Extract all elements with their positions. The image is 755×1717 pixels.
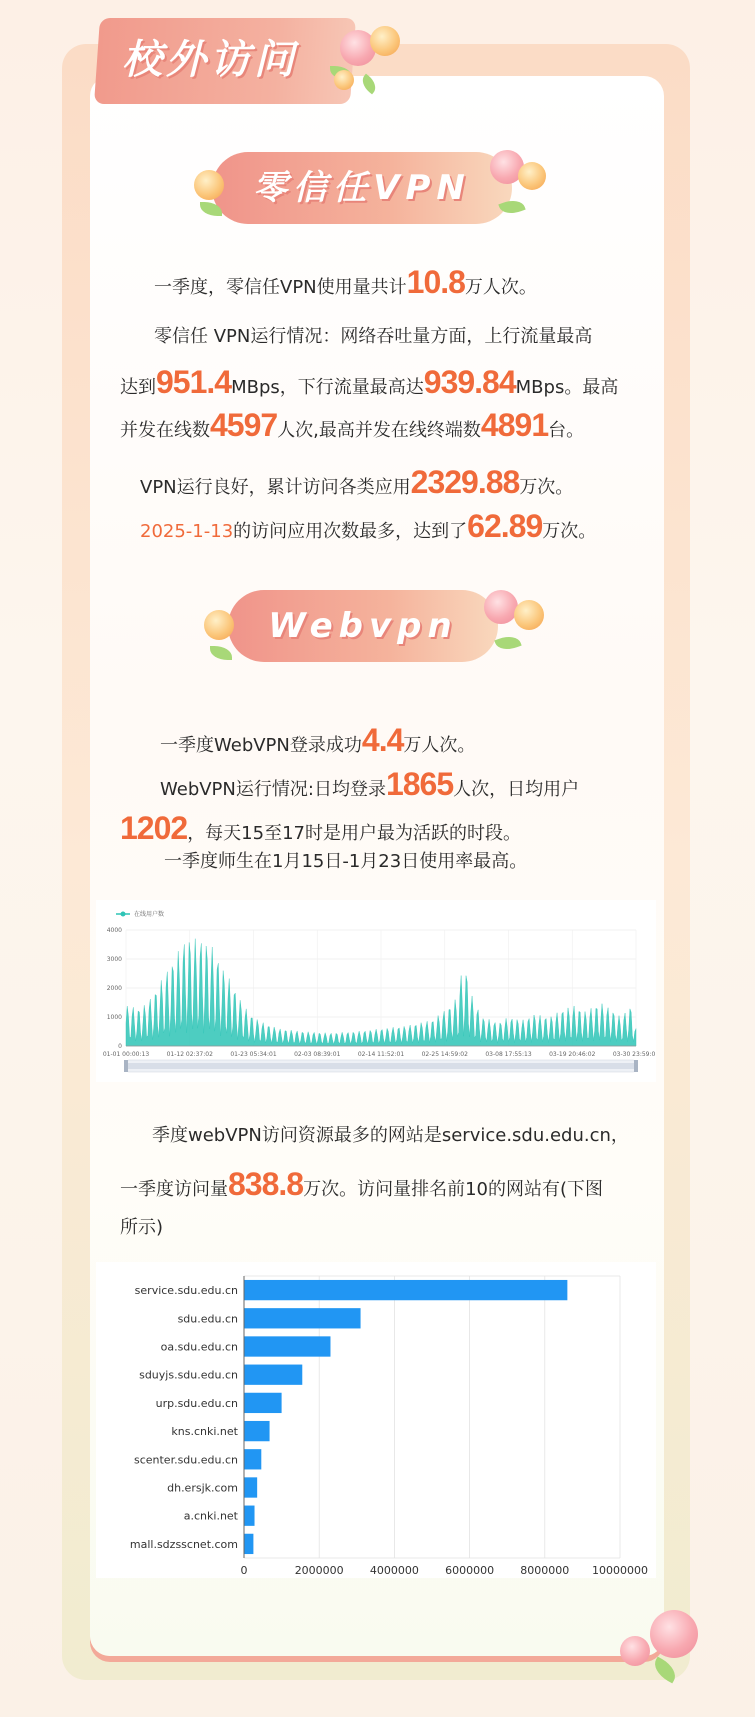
bar xyxy=(244,1449,261,1469)
page-title: 校外访问 xyxy=(122,37,298,83)
bar xyxy=(244,1280,567,1300)
online-users-chart xyxy=(96,900,656,1082)
y-tick-label: 4000 xyxy=(106,927,122,934)
x-tick-label: 03-30 23:59:01 xyxy=(612,1051,656,1058)
bar xyxy=(244,1308,361,1328)
concurrent-users-value: 4597 xyxy=(210,407,278,443)
x-tick-label: 02-14 11:52:01 xyxy=(357,1051,405,1058)
webvpn-users-line: 1202，每天15至17时是用户最为活跃的时段。 xyxy=(120,810,521,846)
top-visits-value: 838.8 xyxy=(228,1166,304,1202)
vpn-traffic-line: 达到951.4MBps，下行流量最高达939.84MBps。最高 xyxy=(120,364,619,400)
y-tick-label: 0 xyxy=(118,1043,122,1050)
zoom-slider-range xyxy=(126,1063,636,1069)
upstream-value: 951.4 xyxy=(156,364,232,400)
vpn-usage-value: 10.8 xyxy=(406,264,465,300)
vpn-concurrent-line: 并发在线数4597人次,最高并发在线终端数4891台。 xyxy=(120,407,585,443)
category-label: dh.ersjk.com xyxy=(167,1481,238,1495)
category-label: mall.sdzsscnet.com xyxy=(129,1537,238,1551)
y-tick-label: 2000 xyxy=(106,985,122,992)
category-label: a.cnki.net xyxy=(183,1509,238,1523)
zoom-slider xyxy=(124,1060,638,1072)
bar xyxy=(244,1534,253,1554)
x-tick-label: 01-12 02:37:02 xyxy=(166,1051,213,1058)
bar xyxy=(244,1421,270,1441)
webvpn-top-site-line: 季度webVPN访问资源最多的网站是service.sdu.edu.cn， xyxy=(152,1125,629,1146)
top-sites-chart-svg xyxy=(96,1262,656,1578)
y-tick-label: 3000 xyxy=(106,956,122,963)
app-visits-value: 2329.88 xyxy=(410,464,520,500)
category-label: service.sdu.edu.cn xyxy=(134,1284,238,1298)
category-label: sdu.edu.cn xyxy=(177,1312,238,1326)
x-tick-label: 10000000 xyxy=(592,1564,648,1577)
webvpn-top-visits-line: 一季度访问量838.8万次。访问量排名前10的网站有(下图 xyxy=(120,1166,604,1202)
peak-visits-value: 62.89 xyxy=(467,508,543,544)
webvpn-login-value: 4.4 xyxy=(361,722,404,758)
x-tick-label: 6000000 xyxy=(445,1564,495,1577)
x-tick-label: 0 xyxy=(240,1564,248,1577)
bar xyxy=(244,1477,257,1497)
peak-date: 2025-1-13 xyxy=(140,521,234,542)
online-users-chart-svg xyxy=(96,900,656,1082)
vpn-peak-day-line: 2025-1-13的访问应用次数最多，达到了62.89万次。 xyxy=(140,508,597,544)
bar xyxy=(244,1336,330,1356)
category-label: kns.cnki.net xyxy=(171,1425,238,1439)
daily-users-value: 1202 xyxy=(120,810,188,846)
zoom-slider-handle-left xyxy=(124,1060,128,1072)
legend-swatch-dot xyxy=(121,912,126,917)
bar xyxy=(244,1393,282,1413)
daily-login-value: 1865 xyxy=(385,766,454,802)
zoom-slider-handle-right xyxy=(634,1060,638,1072)
webvpn-peak-period-line: 一季度师生在1月15日-1月23日使用率最高。 xyxy=(164,851,528,872)
x-tick-label: 01-23 05:34:01 xyxy=(230,1051,277,1058)
x-tick-label: 01-01 00:00:13 xyxy=(102,1051,150,1058)
webvpn-daily-line: WebVPN运行情况:日均登录1865人次，日均用户 xyxy=(160,766,580,802)
downstream-value: 939.84 xyxy=(423,364,516,400)
x-tick-label: 02-25 14:59:02 xyxy=(421,1051,468,1058)
legend-label: 在线用户数 xyxy=(134,911,165,918)
section-webvpn-title: Webvpn xyxy=(268,606,458,646)
x-tick-label: 8000000 xyxy=(520,1564,570,1577)
y-tick-label: 1000 xyxy=(106,1014,122,1021)
section-vpn-title: 零信任VPN xyxy=(253,168,471,208)
x-tick-label: 03-08 17:55:13 xyxy=(485,1051,532,1058)
x-tick-label: 02-03 08:39:01 xyxy=(294,1051,341,1058)
category-label: urp.sdu.edu.cn xyxy=(155,1396,238,1410)
bar xyxy=(244,1365,302,1385)
webvpn-caption-line: 所示) xyxy=(120,1217,164,1238)
x-tick-label: 2000000 xyxy=(294,1564,344,1577)
vpn-apps-line: VPN运行良好，累计访问各类应用2329.88万次。 xyxy=(140,464,574,500)
chart-legend xyxy=(116,910,164,918)
category-label: scenter.sdu.edu.cn xyxy=(133,1453,238,1467)
category-label: sduyjs.sdu.edu.cn xyxy=(139,1368,238,1382)
category-label: oa.sdu.edu.cn xyxy=(160,1340,238,1354)
vpn-usage-line: 一季度，零信任VPN使用量共计10.8万人次。 xyxy=(154,264,537,300)
concurrent-terminals-value: 4891 xyxy=(480,407,549,443)
bar xyxy=(244,1506,255,1526)
x-tick-label: 4000000 xyxy=(369,1564,419,1577)
top-sites-chart xyxy=(96,1262,656,1578)
vpn-status-line: 零信任 VPN运行情况：网络吞吐量方面，上行流量最高 xyxy=(154,326,593,347)
webvpn-login-line: 一季度WebVPN登录成功4.4万人次。 xyxy=(160,722,476,758)
x-tick-label: 03-19 20:46:02 xyxy=(549,1051,596,1058)
